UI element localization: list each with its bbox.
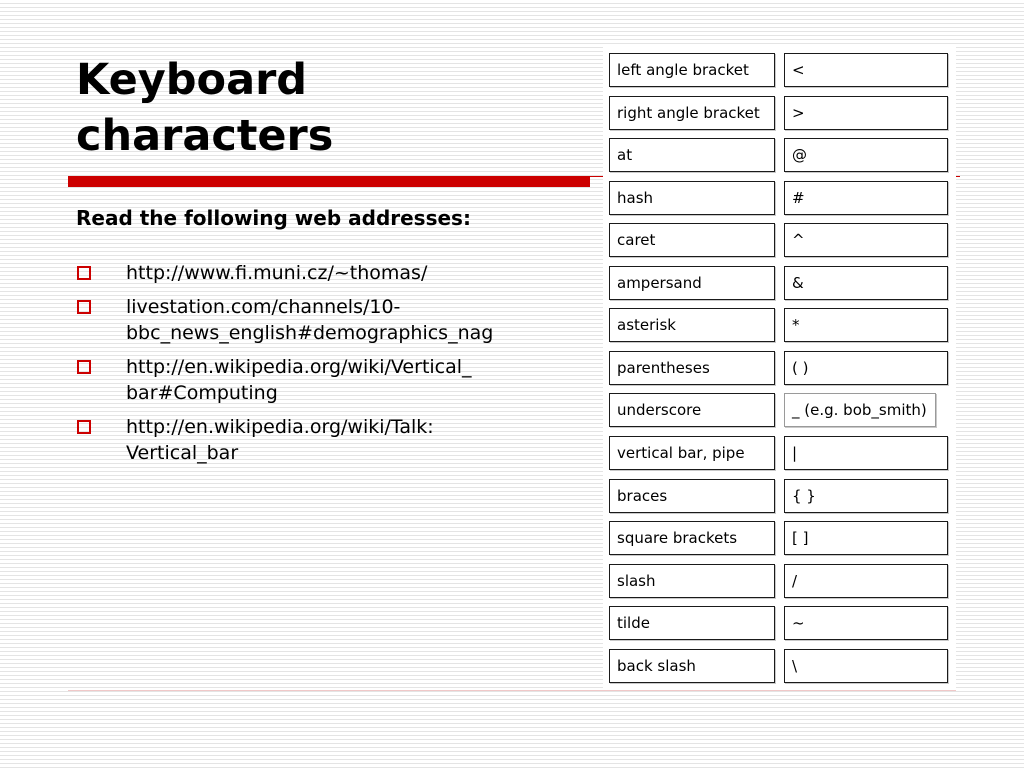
hollow-square-bullet-icon bbox=[77, 266, 91, 280]
title-underline-bar bbox=[68, 176, 590, 187]
keyboard-characters-table bbox=[603, 46, 956, 689]
table-row bbox=[609, 606, 954, 640]
web-address-continued: bbc_news_english#demographics_nag bbox=[126, 322, 494, 344]
table-row bbox=[609, 436, 954, 470]
web-address: http://en.wikipedia.org/wiki/Talk: bbox=[126, 416, 434, 438]
web-address-list bbox=[76, 260, 596, 466]
list-item bbox=[76, 354, 596, 406]
character-name-cell: square brackets bbox=[609, 521, 775, 555]
table-row bbox=[609, 138, 954, 172]
hollow-square-bullet-icon bbox=[77, 360, 91, 374]
character-symbol-cell: > bbox=[784, 96, 948, 130]
table-row bbox=[609, 53, 954, 87]
list-item bbox=[76, 260, 596, 286]
character-symbol-cell: ~ bbox=[784, 606, 948, 640]
hollow-square-bullet-icon bbox=[77, 300, 91, 314]
table-row bbox=[609, 564, 954, 598]
character-symbol-cell: ( ) bbox=[784, 351, 948, 385]
web-address-continued: bar#Computing bbox=[126, 382, 278, 404]
character-name-cell: vertical bar, pipe bbox=[609, 436, 775, 470]
character-symbol-cell: & bbox=[784, 266, 948, 300]
table-row bbox=[609, 521, 954, 555]
character-name-cell: slash bbox=[609, 564, 775, 598]
character-name-cell: tilde bbox=[609, 606, 775, 640]
web-address: livestation.com/channels/10- bbox=[126, 296, 401, 318]
character-name-cell: asterisk bbox=[609, 308, 775, 342]
character-name-cell: caret bbox=[609, 223, 775, 257]
table-row bbox=[609, 393, 954, 427]
table-row bbox=[609, 649, 954, 683]
character-symbol-cell: _ (e.g. bob_smith) bbox=[784, 393, 936, 427]
slide-title-line-1: Keyboard bbox=[76, 55, 308, 105]
slide-body bbox=[76, 200, 596, 474]
table-row bbox=[609, 266, 954, 300]
character-symbol-cell: | bbox=[784, 436, 948, 470]
character-symbol-cell: < bbox=[784, 53, 948, 87]
character-name-cell: underscore bbox=[609, 393, 775, 427]
character-name-cell: ampersand bbox=[609, 266, 775, 300]
character-name-cell: left angle bracket bbox=[609, 53, 775, 87]
table-row bbox=[609, 479, 954, 513]
character-symbol-cell: \ bbox=[784, 649, 948, 683]
web-address-continued: Vertical_bar bbox=[126, 442, 239, 464]
table-row bbox=[609, 351, 954, 385]
character-name-cell: hash bbox=[609, 181, 775, 215]
character-symbol-cell: / bbox=[784, 564, 948, 598]
character-name-cell: braces bbox=[609, 479, 775, 513]
web-address: http://en.wikipedia.org/wiki/Vertical_ bbox=[126, 356, 472, 378]
slide-title bbox=[76, 52, 576, 164]
character-name-cell: back slash bbox=[609, 649, 775, 683]
character-symbol-cell: [ ] bbox=[784, 521, 948, 555]
hollow-square-bullet-icon bbox=[77, 420, 91, 434]
character-name-cell: right angle bracket bbox=[609, 96, 775, 130]
character-symbol-cell: * bbox=[784, 308, 948, 342]
table-row bbox=[609, 308, 954, 342]
character-symbol-cell: { } bbox=[784, 479, 948, 513]
list-item bbox=[76, 294, 596, 346]
web-address: http://www.fi.muni.cz/~thomas/ bbox=[126, 262, 428, 284]
subheading: Read the following web addresses: bbox=[76, 206, 471, 230]
table-row bbox=[609, 96, 954, 130]
character-name-cell: parentheses bbox=[609, 351, 775, 385]
table-row bbox=[609, 223, 954, 257]
character-symbol-cell: ^ bbox=[784, 223, 948, 257]
character-symbol-cell: @ bbox=[784, 138, 948, 172]
list-item bbox=[76, 414, 596, 466]
table-row bbox=[609, 181, 954, 215]
slide-title-line-2: characters bbox=[76, 111, 334, 161]
character-symbol-cell: # bbox=[784, 181, 948, 215]
character-name-cell: at bbox=[609, 138, 775, 172]
bottom-divider bbox=[68, 690, 956, 691]
